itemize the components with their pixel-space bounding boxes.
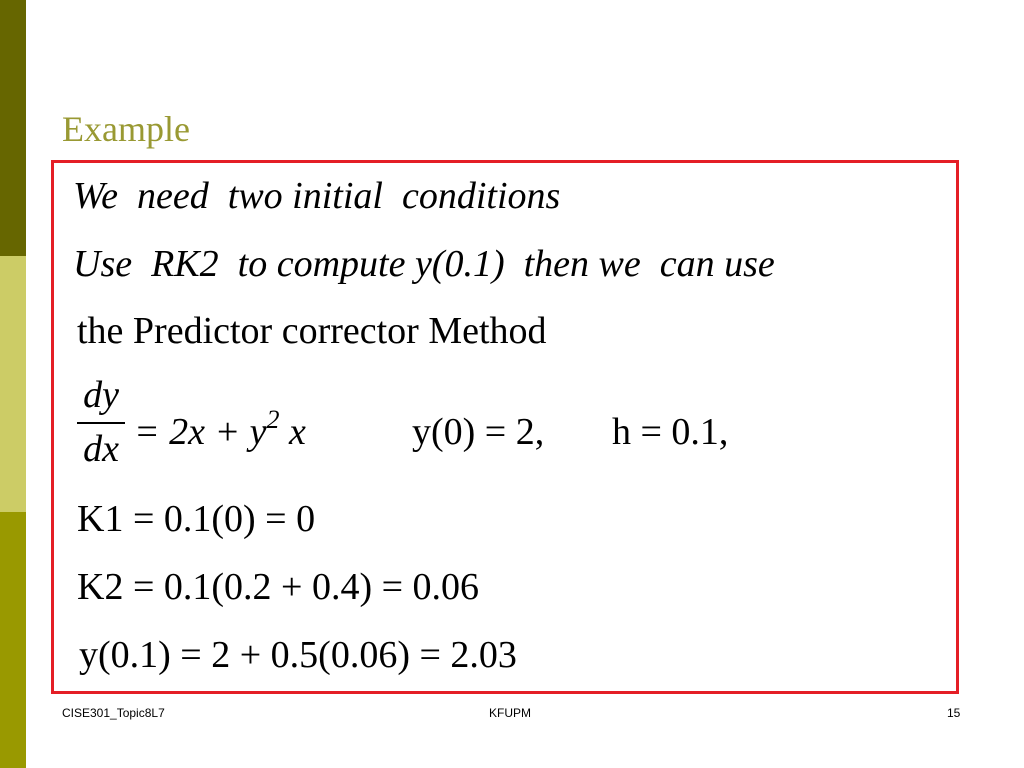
footer-institution: KFUPM — [489, 706, 531, 720]
line-y01: y(0.1) = 2 + 0.5(0.06) = 2.03 — [79, 634, 517, 676]
slide-title: Example — [62, 109, 190, 149]
ode-right-side — [134, 405, 306, 453]
footer-page-number: 15 — [947, 706, 961, 720]
sidebar-band-bottom — [0, 512, 26, 768]
fraction-denominator: dx — [83, 428, 119, 470]
line-k1: K1 = 0.1(0) = 0 — [77, 498, 316, 540]
sidebar-band-top — [0, 0, 26, 256]
line-conditions: We need two initial conditions — [73, 175, 561, 217]
step-size: h = 0.1, — [612, 411, 729, 453]
ode-exponent: 2 — [266, 405, 280, 434]
line-use-rk2: Use RK2 to compute y(0.1) then we can use — [73, 243, 775, 285]
sidebar-band-middle — [0, 256, 26, 512]
fraction-bar — [77, 422, 125, 424]
initial-condition: y(0) = 2, — [412, 411, 545, 453]
ode-rhs-text: = 2x + y — [134, 411, 267, 453]
derivative-fraction — [77, 376, 125, 468]
footer-course: CISE301_Topic8L7 — [62, 706, 165, 720]
line-method: the Predictor corrector Method — [77, 310, 547, 352]
fraction-numerator: dy — [83, 374, 119, 416]
ode-rhs-x: x — [289, 411, 306, 453]
line-k2: K2 = 0.1(0.2 + 0.4) = 0.06 — [77, 566, 480, 608]
